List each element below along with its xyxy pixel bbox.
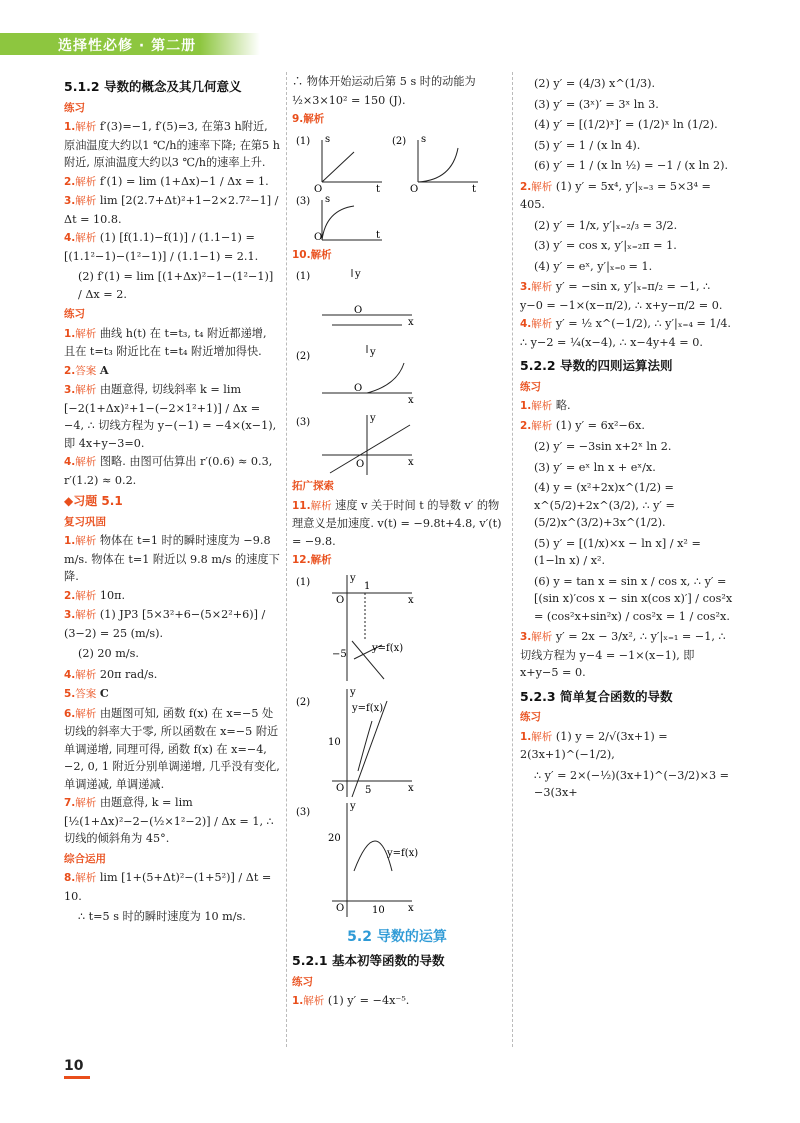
banner-title: 选择性必修 · 第二册 [58, 38, 197, 54]
svg-text:s: s [421, 133, 427, 145]
answer-line: (4) y′ = eˣ, y′|ₓ₌₀ = 1. [534, 259, 653, 273]
svg-text:y: y [370, 413, 376, 424]
answer-item: 3.解析 y′ = −sin x, y′|ₓ₌π/₂ = −1, ∴ y−0 = −1×(x−π/2), ∴ x+y−π/2 = 0. [520, 280, 723, 312]
column-1 [64, 72, 280, 929]
column-3 [520, 72, 736, 805]
answer-line: (5) y′ = [(1/x)×x − ln x] / x² = (1−ln x) / x². [534, 536, 701, 567]
svg-text:t: t [376, 183, 381, 195]
answer-line: ½×3×10² = 150 (J). [292, 93, 406, 107]
answer-item: 3.解析 y′ = 2x − 3/x², ∴ y′|ₓ₌₁ = −1, ∴ 切线方程为 y−4 = −1×(x−1), 即 x+y−5 = 0. [520, 630, 726, 679]
answer-item: 2.解析 (1) y′ = 5x⁴, y′|ₓ₌₃ = 5×3⁴ = 405. [520, 179, 711, 211]
graph-9 [292, 130, 492, 245]
svg-text:5: 5 [365, 784, 372, 796]
section-title: 5.2.2 导数的四则运算法则 [520, 358, 673, 373]
section-title: 5.1.2 导数的概念及其几何意义 [64, 79, 242, 94]
answer-item: 4.解析 (1) [f(1.1)−f(1)] / (1.1−1) = [(1.1²−1)−(1²−1)] / (1.1−1) = 2.1. [64, 231, 259, 263]
exercise-heading: 练习 [64, 308, 85, 320]
graph-label: (1) [296, 135, 311, 147]
answer-item: 4.解析 20π rad/s. [64, 667, 158, 681]
answer-item: 5.答案 C [64, 686, 109, 700]
exercise-heading: 练习 [520, 380, 541, 393]
svg-text:(3): (3) [296, 417, 311, 428]
svg-text:(2): (2) [296, 696, 311, 708]
answer-line: (4) y′ = [(1/2)ˣ]′ = (1/2)ˣ ln (1/2). [534, 118, 718, 131]
graph-12 [292, 571, 492, 921]
item-label: 10.解析 [292, 248, 332, 261]
exercise-heading: 拓广探索 [292, 480, 334, 492]
answer-item: 4.解析 图略. 由图可估算出 r′(0.6) ≈ 0.3, r′(1.2) ≈ 0.2. [64, 455, 273, 487]
graph-label: (3) [296, 195, 311, 207]
answer-line: (6) y = tan x = sin x / cos x, ∴ y′ = [(sin x)′cos x − sin x(cos x)′] / cos²x = (cos²x+sin²x) / cos²x = 1 / cos²x. [534, 574, 733, 623]
exercise-heading: 复习巩固 [64, 515, 106, 528]
svg-text:x: x [408, 457, 414, 468]
exercise-heading: 综合运用 [64, 852, 106, 865]
section-title: 5.2.1 基本初等函数的导数 [292, 953, 445, 968]
answer-line: (6) y′ = 1 / (x ln ½) = −1 / (x ln 2). [534, 159, 728, 172]
svg-text:O: O [410, 183, 419, 195]
answer-line: ∴ 物体开始运动后第 5 s 时的动能为 [292, 75, 476, 88]
answer-item: 7.解析 由题意得, k = lim [½(1+Δx)²−2−(½×1²−2)] / Δx = 1, ∴ 切线的倾斜角为 45°. [64, 796, 274, 845]
svg-text:x: x [408, 782, 414, 794]
svg-text:−5: −5 [332, 648, 347, 660]
svg-text:O: O [354, 305, 363, 316]
svg-text:(1): (1) [296, 576, 311, 588]
answer-item: 2.答案 A [64, 362, 109, 377]
section-title: 5.2.3 简单复合函数的导数 [520, 688, 673, 704]
svg-text:y=f(x): y=f(x) [372, 642, 404, 654]
item-label: 12.解析 [292, 554, 332, 566]
svg-text:y: y [350, 800, 356, 812]
svg-text:O: O [314, 183, 323, 195]
page-number: 10 [64, 1058, 84, 1074]
exercise-heading: 练习 [520, 711, 541, 723]
svg-text:s: s [325, 133, 331, 145]
answer-item: 1.解析 (1) y′ = −4x⁻⁵. [292, 994, 410, 1007]
answer-line: (2) y′ = 1/x, y′|ₓ₌₂/₃ = 3/2. [534, 218, 678, 232]
svg-text:O: O [336, 782, 345, 794]
svg-text:y: y [350, 572, 356, 584]
svg-text:y: y [350, 686, 356, 698]
svg-text:s: s [325, 193, 331, 205]
svg-text:t: t [472, 183, 477, 195]
svg-text:O: O [354, 383, 363, 394]
svg-text:x: x [408, 317, 414, 328]
svg-text:y=f(x): y=f(x) [352, 702, 384, 714]
answer-item: 1.解析 曲线 h(t) 在 t=t₃, t₄ 附近都递增, 且在 t=t₃ 附近比在 t=t₄ 附近增加得快. [64, 326, 267, 358]
answer-item: 11.解析 速度 v 关于时间 t 的导数 v′ 的物理意义是加速度. v(t) = −9.8t+4.8, v′(t) = −9.8. [292, 498, 502, 548]
svg-text:O: O [336, 594, 345, 606]
column-divider [286, 72, 287, 1047]
svg-text:x: x [408, 395, 414, 406]
answer-item: 2.解析 (1) y′ = 6x²−6x. [520, 418, 645, 432]
answer-line: (3) y′ = (3ˣ)′ = 3ˣ ln 3. [534, 97, 659, 111]
answer-line: (3) y′ = cos x, y′|ₓ₌₂π = 1. [534, 239, 677, 252]
svg-text:x: x [408, 594, 414, 606]
svg-text:1: 1 [364, 580, 371, 592]
graph-label: (2) [392, 135, 407, 147]
chapter-title: 5.2 导数的运算 [347, 928, 447, 945]
svg-text:O: O [356, 459, 365, 470]
answer-item: 1.解析 f′(3)=−1, f′(5)=3, 在第3 h附近, 原油温度大约以1 ℃/h的速率下降; 在第5 h附近, 原油温度大约以3 ℃/h的速率上升. [64, 120, 280, 169]
svg-text:y=f(x): y=f(x) [387, 847, 419, 859]
exercise-set-title: ◆习题 5.1 [64, 494, 123, 508]
answer-item: 3.解析 由题意得, 切线斜率 k = lim [−2(1+Δx)²+1−(−2×1²+1)] / Δx = −4, ∴ 切线方程为 y−(−1) = −4×(x−1), 即 4x+y−3=0. [64, 383, 277, 450]
answer-item: 1.解析 (1) y = 2/√(3x+1) = 2(3x+1)^(−1/2), [520, 729, 668, 761]
svg-text:y: y [370, 347, 376, 358]
answer-item: 6.解析 由题图可知, 函数 f(x) 在 x=−5 处切线的斜率大于零, 所以函数在 x=−5 附近单调递增, 同理可得, 函数 f(x) 在 x=−4, −2, 0, 1 附近分别单调递增, 几乎没有变化, 单调递减, 单调递减. [64, 706, 280, 791]
answer-line: ∴ y′ = 2×(−½)(3x+1)^(−3/2)×3 = −3(3x+ [534, 768, 730, 799]
answer-item: 8.解析 lim [1+(5+Δt)²−(1+5²)] / Δt = 10. [64, 871, 272, 903]
column-2 [292, 72, 502, 1012]
exercise-heading: 练习 [64, 101, 85, 114]
graph-10 [292, 265, 492, 475]
answer-line: (4) y = (x²+2x)x^(1/2) = x^(5/2)+2x^(3/2), ∴ y′ = (5/2)x^(3/2)+3x^(1/2). [534, 481, 675, 529]
svg-text:y: y [355, 269, 361, 280]
svg-text:20: 20 [328, 832, 341, 844]
answer-line: (3) y′ = eˣ ln x + eˣ/x. [534, 460, 656, 474]
answer-item: 2.解析 f′(1) = lim (1+Δx)−1 / Δx = 1. [64, 174, 269, 188]
svg-text:t: t [376, 229, 381, 241]
answer-item: 1.解析 略. [520, 399, 571, 412]
svg-text:(1): (1) [296, 271, 311, 282]
svg-text:(2): (2) [296, 351, 311, 362]
answer-item: 3.解析 (1) JP3 [5×3²+6−(5×2²+6)] / (3−2) = 25 (m/s). [64, 608, 266, 640]
answer-line: (2) 20 m/s. [78, 647, 139, 660]
answer-line: (2) y′ = (4/3) x^(1/3). [534, 77, 656, 90]
answer-line: ∴ t=5 s 时的瞬时速度为 10 m/s. [78, 910, 246, 923]
svg-text:(3): (3) [296, 806, 311, 818]
answer-item: 2.解析 10π. [64, 588, 126, 602]
svg-text:x: x [408, 902, 414, 914]
page-number-bar [64, 1076, 90, 1079]
svg-text:O: O [336, 902, 345, 914]
answer-item: 3.解析 lim [2(2.7+Δt)²+1−2×2.7²−1] / Δt = 10.8. [64, 194, 279, 226]
svg-text:10: 10 [372, 904, 385, 916]
answer-line: (2) f′(1) = lim [(1+Δx)²−1−(1²−1)] / Δx = 2. [78, 270, 274, 301]
exercise-heading: 练习 [292, 975, 313, 988]
svg-text:O: O [314, 231, 323, 243]
answer-item: 4.解析 y′ = ½ x^(−1/2), ∴ y′|ₓ₌₄ = 1/4. ∴ y−2 = ¼(x−4), ∴ x−4y+4 = 0. [520, 317, 731, 349]
item-label: 9.解析 [292, 113, 325, 125]
answer-line: (5) y′ = 1 / (x ln 4). [534, 138, 641, 152]
svg-text:10: 10 [328, 736, 341, 748]
answer-line: (2) y′ = −3sin x+2ˣ ln 2. [534, 440, 672, 453]
column-divider [512, 72, 513, 1047]
answer-item: 1.解析 物体在 t=1 时的瞬时速度为 −9.8 m/s. 物体在 t=1 附近以 9.8 m/s 的速度下降. [64, 534, 280, 583]
